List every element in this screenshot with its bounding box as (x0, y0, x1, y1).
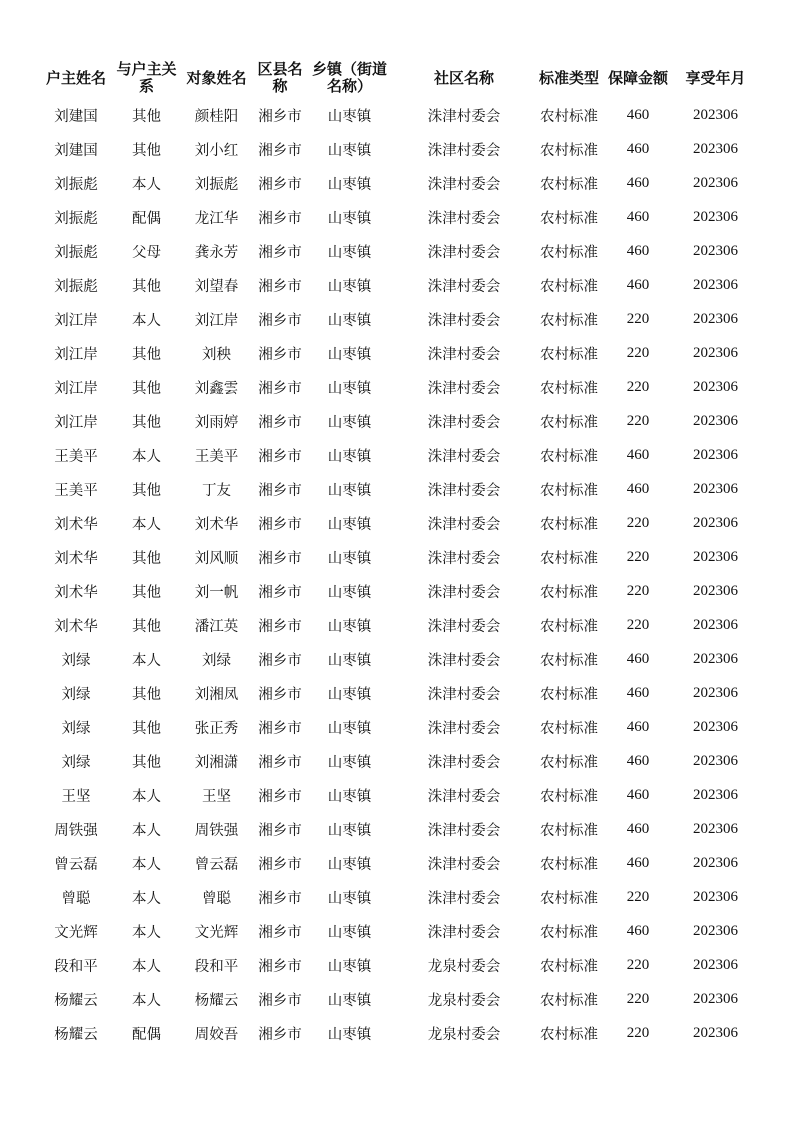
amount-cell: 460 (626, 650, 650, 667)
township-cell: 山枣镇 (327, 924, 372, 941)
table-row (38, 268, 758, 302)
header-row (38, 58, 758, 98)
county-cell: 湘乡市 (258, 346, 302, 363)
standard-type-cell: 农村标准 (540, 856, 598, 873)
county-cell: 湘乡市 (258, 414, 302, 431)
relation-cell: 其他 (132, 142, 161, 159)
county-cell: 湘乡市 (258, 550, 302, 567)
year-month-cell: 202306 (693, 548, 738, 565)
county-cell: 湘乡市 (258, 754, 302, 771)
township-cell: 山枣镇 (327, 482, 372, 499)
county-cell: 湘乡市 (258, 890, 302, 907)
relation-cell: 配偶 (132, 1026, 161, 1043)
township-cell: 山枣镇 (327, 142, 372, 159)
table-row (38, 744, 758, 778)
county-cell: 湘乡市 (258, 958, 302, 975)
year-month-cell: 202306 (693, 344, 738, 361)
relation-cell: 本人 (132, 788, 161, 805)
household-head-cell: 刘振彪 (54, 176, 98, 193)
standard-type-cell: 农村标准 (540, 924, 598, 941)
household-head-cell: 刘术华 (54, 618, 98, 635)
township-cell: 山枣镇 (327, 584, 372, 601)
header-community: 社区名称 (433, 68, 494, 87)
year-month-cell: 202306 (693, 140, 738, 157)
header-township: 乡镇（街道名称） (311, 60, 387, 95)
table-row (38, 812, 758, 846)
relation-cell: 其他 (132, 482, 161, 499)
amount-cell: 220 (626, 888, 650, 905)
relation-cell: 本人 (132, 992, 161, 1009)
county-cell: 湘乡市 (258, 142, 302, 159)
county-cell: 湘乡市 (258, 584, 302, 601)
community-cell: 龙泉村委会 (427, 992, 501, 1009)
header-year-month: 享受年月 (685, 68, 746, 87)
table-row (38, 98, 758, 132)
relation-cell: 其他 (132, 108, 161, 125)
household-head-cell: 刘术华 (54, 516, 98, 533)
table-row (38, 574, 758, 608)
standard-type-cell: 农村标准 (540, 822, 598, 839)
recipient-name-cell: 龚永芳 (194, 244, 239, 261)
community-cell: 洙津村委会 (427, 856, 501, 873)
township-cell: 山枣镇 (327, 108, 372, 125)
community-cell: 洙津村委会 (427, 924, 501, 941)
standard-type-cell: 农村标准 (540, 958, 598, 975)
recipient-name-cell: 周姣吾 (194, 1026, 239, 1043)
amount-cell: 460 (626, 752, 650, 769)
header-standard-type: 标准类型 (538, 68, 599, 87)
community-cell: 龙泉村委会 (427, 1026, 501, 1043)
year-month-cell: 202306 (693, 1024, 738, 1041)
standard-type-cell: 农村标准 (540, 754, 598, 771)
standard-type-cell: 农村标准 (540, 312, 598, 329)
recipient-name-cell: 颜桂阳 (194, 108, 239, 125)
community-cell: 洙津村委会 (427, 584, 501, 601)
recipient-name-cell: 刘湘凤 (194, 686, 239, 703)
household-head-cell: 文光辉 (54, 924, 98, 941)
amount-cell: 460 (626, 276, 650, 293)
standard-type-cell: 农村标准 (540, 380, 598, 397)
header-relation: 与户主关系 (116, 60, 177, 95)
relation-cell: 其他 (132, 720, 161, 737)
relation-cell: 本人 (132, 516, 161, 533)
community-cell: 洙津村委会 (427, 176, 501, 193)
year-month-cell: 202306 (693, 718, 738, 735)
household-head-cell: 曾云磊 (54, 856, 98, 873)
year-month-cell: 202306 (693, 242, 738, 259)
township-cell: 山枣镇 (327, 380, 372, 397)
table-row (38, 982, 758, 1016)
standard-type-cell: 农村标准 (540, 550, 598, 567)
year-month-cell: 202306 (693, 650, 738, 667)
year-month-cell: 202306 (693, 514, 738, 531)
amount-cell: 220 (626, 344, 650, 361)
relation-cell: 其他 (132, 584, 161, 601)
standard-type-cell: 农村标准 (540, 1026, 598, 1043)
county-cell: 湘乡市 (258, 924, 302, 941)
county-cell: 湘乡市 (258, 516, 302, 533)
table-row (38, 234, 758, 268)
recipient-name-cell: 刘一帆 (194, 584, 239, 601)
household-head-cell: 刘振彪 (54, 278, 98, 295)
community-cell: 洙津村委会 (427, 108, 501, 125)
year-month-cell: 202306 (693, 480, 738, 497)
county-cell: 湘乡市 (258, 788, 302, 805)
county-cell: 湘乡市 (258, 822, 302, 839)
township-cell: 山枣镇 (327, 652, 372, 669)
standard-type-cell: 农村标准 (540, 788, 598, 805)
amount-cell: 460 (626, 446, 650, 463)
relation-cell: 本人 (132, 312, 161, 329)
table-row (38, 676, 758, 710)
household-head-cell: 王美平 (54, 482, 98, 499)
table-row (38, 880, 758, 914)
township-cell: 山枣镇 (327, 346, 372, 363)
community-cell: 洙津村委会 (427, 686, 501, 703)
standard-type-cell: 农村标准 (540, 244, 598, 261)
county-cell: 湘乡市 (258, 312, 302, 329)
community-cell: 洙津村委会 (427, 244, 501, 261)
county-cell: 湘乡市 (258, 244, 302, 261)
household-head-cell: 刘江岸 (54, 380, 98, 397)
amount-cell: 220 (626, 616, 650, 633)
community-cell: 洙津村委会 (427, 516, 501, 533)
relation-cell: 本人 (132, 176, 161, 193)
community-cell: 洙津村委会 (427, 142, 501, 159)
amount-cell: 460 (626, 106, 650, 123)
county-cell: 湘乡市 (258, 856, 302, 873)
table-row (38, 438, 758, 472)
township-cell: 山枣镇 (327, 176, 372, 193)
year-month-cell: 202306 (693, 888, 738, 905)
township-cell: 山枣镇 (327, 788, 372, 805)
recipient-name-cell: 刘术华 (194, 516, 239, 533)
amount-cell: 460 (626, 922, 650, 939)
recipient-name-cell: 周铁强 (194, 822, 239, 839)
recipient-name-cell: 曾云磊 (194, 856, 239, 873)
household-head-cell: 段和平 (54, 958, 98, 975)
household-head-cell: 刘术华 (54, 584, 98, 601)
recipient-name-cell: 王坚 (202, 788, 231, 805)
amount-cell: 460 (626, 786, 650, 803)
recipient-name-cell: 刘江岸 (194, 312, 239, 329)
year-month-cell: 202306 (693, 956, 738, 973)
county-cell: 湘乡市 (258, 618, 302, 635)
amount-cell: 220 (626, 990, 650, 1007)
amount-cell: 220 (626, 548, 650, 565)
amount-cell: 460 (626, 480, 650, 497)
relation-cell: 本人 (132, 924, 161, 941)
relation-cell: 其他 (132, 278, 161, 295)
county-cell: 湘乡市 (258, 448, 302, 465)
township-cell: 山枣镇 (327, 890, 372, 907)
standard-type-cell: 农村标准 (540, 584, 598, 601)
header-recipient-name: 对象姓名 (186, 68, 247, 87)
recipient-name-cell: 刘鑫雲 (194, 380, 239, 397)
relation-cell: 其他 (132, 380, 161, 397)
year-month-cell: 202306 (693, 310, 738, 327)
amount-cell: 220 (626, 310, 650, 327)
table-row (38, 370, 758, 404)
county-cell: 湘乡市 (258, 482, 302, 499)
year-month-cell: 202306 (693, 854, 738, 871)
standard-type-cell: 农村标准 (540, 720, 598, 737)
county-cell: 湘乡市 (258, 176, 302, 193)
township-cell: 山枣镇 (327, 992, 372, 1009)
recipient-name-cell: 杨耀云 (194, 992, 239, 1009)
township-cell: 山枣镇 (327, 550, 372, 567)
household-head-cell: 刘绿 (61, 652, 91, 669)
amount-cell: 220 (626, 378, 650, 395)
community-cell: 洙津村委会 (427, 788, 501, 805)
township-cell: 山枣镇 (327, 686, 372, 703)
community-cell: 洙津村委会 (427, 380, 501, 397)
community-cell: 洙津村委会 (427, 822, 501, 839)
county-cell: 湘乡市 (258, 720, 302, 737)
county-cell: 湘乡市 (258, 652, 302, 669)
standard-type-cell: 农村标准 (540, 108, 598, 125)
year-month-cell: 202306 (693, 378, 738, 395)
county-cell: 湘乡市 (258, 210, 302, 227)
year-month-cell: 202306 (693, 616, 738, 633)
standard-type-cell: 农村标准 (540, 448, 598, 465)
table-row (38, 778, 758, 812)
township-cell: 山枣镇 (327, 210, 372, 227)
community-cell: 洙津村委会 (427, 210, 501, 227)
table-row (38, 472, 758, 506)
year-month-cell: 202306 (693, 684, 738, 701)
recipient-name-cell: 刘湘潇 (194, 754, 239, 771)
community-cell: 洙津村委会 (427, 890, 501, 907)
header-household-head: 户主姓名 (45, 68, 106, 87)
year-month-cell: 202306 (693, 922, 738, 939)
household-head-cell: 刘振彪 (54, 210, 98, 227)
relation-cell: 其他 (132, 414, 161, 431)
year-month-cell: 202306 (693, 174, 738, 191)
recipient-name-cell: 刘小红 (194, 142, 239, 159)
community-cell: 龙泉村委会 (427, 958, 501, 975)
relation-cell: 配偶 (132, 210, 161, 227)
household-head-cell: 杨耀云 (54, 992, 98, 1009)
year-month-cell: 202306 (693, 990, 738, 1007)
amount-cell: 460 (626, 174, 650, 191)
household-head-cell: 刘绿 (61, 686, 91, 703)
relation-cell: 父母 (132, 244, 161, 261)
township-cell: 山枣镇 (327, 958, 372, 975)
household-head-cell: 杨耀云 (54, 1026, 98, 1043)
household-head-cell: 刘建国 (54, 142, 98, 159)
standard-type-cell: 农村标准 (540, 142, 598, 159)
township-cell: 山枣镇 (327, 278, 372, 295)
amount-cell: 220 (626, 1024, 650, 1041)
recipient-name-cell: 潘江英 (194, 618, 239, 635)
recipient-name-cell: 刘望春 (194, 278, 239, 295)
table-row (38, 846, 758, 880)
year-month-cell: 202306 (693, 276, 738, 293)
standard-type-cell: 农村标准 (540, 176, 598, 193)
relation-cell: 本人 (132, 448, 161, 465)
relation-cell: 本人 (132, 822, 161, 839)
recipient-name-cell: 刘绿 (202, 652, 231, 669)
township-cell: 山枣镇 (327, 244, 372, 261)
recipient-name-cell: 刘振彪 (194, 176, 239, 193)
relation-cell: 本人 (132, 890, 161, 907)
township-cell: 山枣镇 (327, 822, 372, 839)
community-cell: 洙津村委会 (427, 346, 501, 363)
community-cell: 洙津村委会 (427, 550, 501, 567)
amount-cell: 460 (626, 684, 650, 701)
community-cell: 洙津村委会 (427, 312, 501, 329)
amount-cell: 460 (626, 208, 650, 225)
household-head-cell: 刘江岸 (54, 346, 98, 363)
household-head-cell: 王坚 (61, 788, 91, 805)
community-cell: 洙津村委会 (427, 482, 501, 499)
standard-type-cell: 农村标准 (540, 890, 598, 907)
relation-cell: 其他 (132, 346, 161, 363)
year-month-cell: 202306 (693, 752, 738, 769)
header-amount: 保障金额 (607, 68, 668, 87)
table-header (38, 58, 758, 98)
township-cell: 山枣镇 (327, 312, 372, 329)
county-cell: 湘乡市 (258, 992, 302, 1009)
household-head-cell: 刘建国 (54, 108, 98, 125)
table-body (38, 98, 758, 1050)
document-page (38, 58, 758, 1050)
standard-type-cell: 农村标准 (540, 210, 598, 227)
relation-cell: 其他 (132, 550, 161, 567)
table-row (38, 200, 758, 234)
township-cell: 山枣镇 (327, 618, 372, 635)
recipient-name-cell: 龙江华 (194, 210, 239, 227)
year-month-cell: 202306 (693, 820, 738, 837)
township-cell: 山枣镇 (327, 516, 372, 533)
recipient-name-cell: 王美平 (194, 448, 239, 465)
relation-cell: 本人 (132, 652, 161, 669)
table-row (38, 710, 758, 744)
table-row (38, 506, 758, 540)
table-row (38, 302, 758, 336)
table-row (38, 166, 758, 200)
standard-type-cell: 农村标准 (540, 618, 598, 635)
standard-type-cell: 农村标准 (540, 414, 598, 431)
township-cell: 山枣镇 (327, 720, 372, 737)
household-head-cell: 刘绿 (61, 720, 91, 737)
relation-cell: 其他 (132, 754, 161, 771)
household-head-cell: 刘江岸 (54, 312, 98, 329)
household-head-cell: 刘江岸 (54, 414, 98, 431)
table-row (38, 608, 758, 642)
table-row (38, 132, 758, 166)
standard-type-cell: 农村标准 (540, 346, 598, 363)
table-row (38, 336, 758, 370)
relation-cell: 其他 (132, 618, 161, 635)
year-month-cell: 202306 (693, 106, 738, 123)
household-head-cell: 刘绿 (61, 754, 91, 771)
recipient-name-cell: 丁友 (202, 482, 231, 499)
community-cell: 洙津村委会 (427, 618, 501, 635)
table-row (38, 1016, 758, 1050)
county-cell: 湘乡市 (258, 380, 302, 397)
recipient-name-cell: 刘秧 (202, 346, 231, 363)
household-head-cell: 刘振彪 (54, 244, 98, 261)
relation-cell: 其他 (132, 686, 161, 703)
recipient-name-cell: 曾聪 (202, 890, 231, 907)
standard-type-cell: 农村标准 (540, 686, 598, 703)
recipient-name-cell: 文光辉 (194, 924, 239, 941)
community-cell: 洙津村委会 (427, 720, 501, 737)
year-month-cell: 202306 (693, 412, 738, 429)
table-row (38, 914, 758, 948)
table-row (38, 948, 758, 982)
township-cell: 山枣镇 (327, 414, 372, 431)
table-row (38, 404, 758, 438)
amount-cell: 460 (626, 140, 650, 157)
amount-cell: 460 (626, 242, 650, 259)
standard-type-cell: 农村标准 (540, 278, 598, 295)
standard-type-cell: 农村标准 (540, 652, 598, 669)
township-cell: 山枣镇 (327, 1026, 372, 1043)
amount-cell: 460 (626, 718, 650, 735)
county-cell: 湘乡市 (258, 1026, 302, 1043)
household-head-cell: 刘术华 (54, 550, 98, 567)
recipient-name-cell: 段和平 (194, 958, 239, 975)
standard-type-cell: 农村标准 (540, 992, 598, 1009)
household-head-cell: 周铁强 (54, 822, 98, 839)
community-cell: 洙津村委会 (427, 754, 501, 771)
township-cell: 山枣镇 (327, 448, 372, 465)
amount-cell: 220 (626, 412, 650, 429)
recipient-name-cell: 刘雨婷 (194, 414, 239, 431)
amount-cell: 460 (626, 820, 650, 837)
community-cell: 洙津村委会 (427, 278, 501, 295)
relation-cell: 本人 (132, 856, 161, 873)
recipient-name-cell: 张正秀 (194, 720, 239, 737)
standard-type-cell: 农村标准 (540, 482, 598, 499)
household-head-cell: 曾聪 (61, 890, 91, 907)
amount-cell: 220 (626, 514, 650, 531)
county-cell: 湘乡市 (258, 108, 302, 125)
township-cell: 山枣镇 (327, 754, 372, 771)
table-row (38, 642, 758, 676)
amount-cell: 220 (626, 956, 650, 973)
recipient-name-cell: 刘风顺 (194, 550, 239, 567)
year-month-cell: 202306 (693, 582, 738, 599)
county-cell: 湘乡市 (258, 278, 302, 295)
year-month-cell: 202306 (693, 208, 738, 225)
standard-type-cell: 农村标准 (540, 516, 598, 533)
community-cell: 洙津村委会 (427, 652, 501, 669)
township-cell: 山枣镇 (327, 856, 372, 873)
community-cell: 洙津村委会 (427, 448, 501, 465)
county-cell: 湘乡市 (258, 686, 302, 703)
subsidy-table (38, 58, 758, 1050)
amount-cell: 220 (626, 582, 650, 599)
amount-cell: 460 (626, 854, 650, 871)
community-cell: 洙津村委会 (427, 414, 501, 431)
year-month-cell: 202306 (693, 786, 738, 803)
year-month-cell: 202306 (693, 446, 738, 463)
table-row (38, 540, 758, 574)
relation-cell: 本人 (132, 958, 161, 975)
header-county: 区县名称 (257, 60, 303, 95)
household-head-cell: 王美平 (54, 448, 98, 465)
